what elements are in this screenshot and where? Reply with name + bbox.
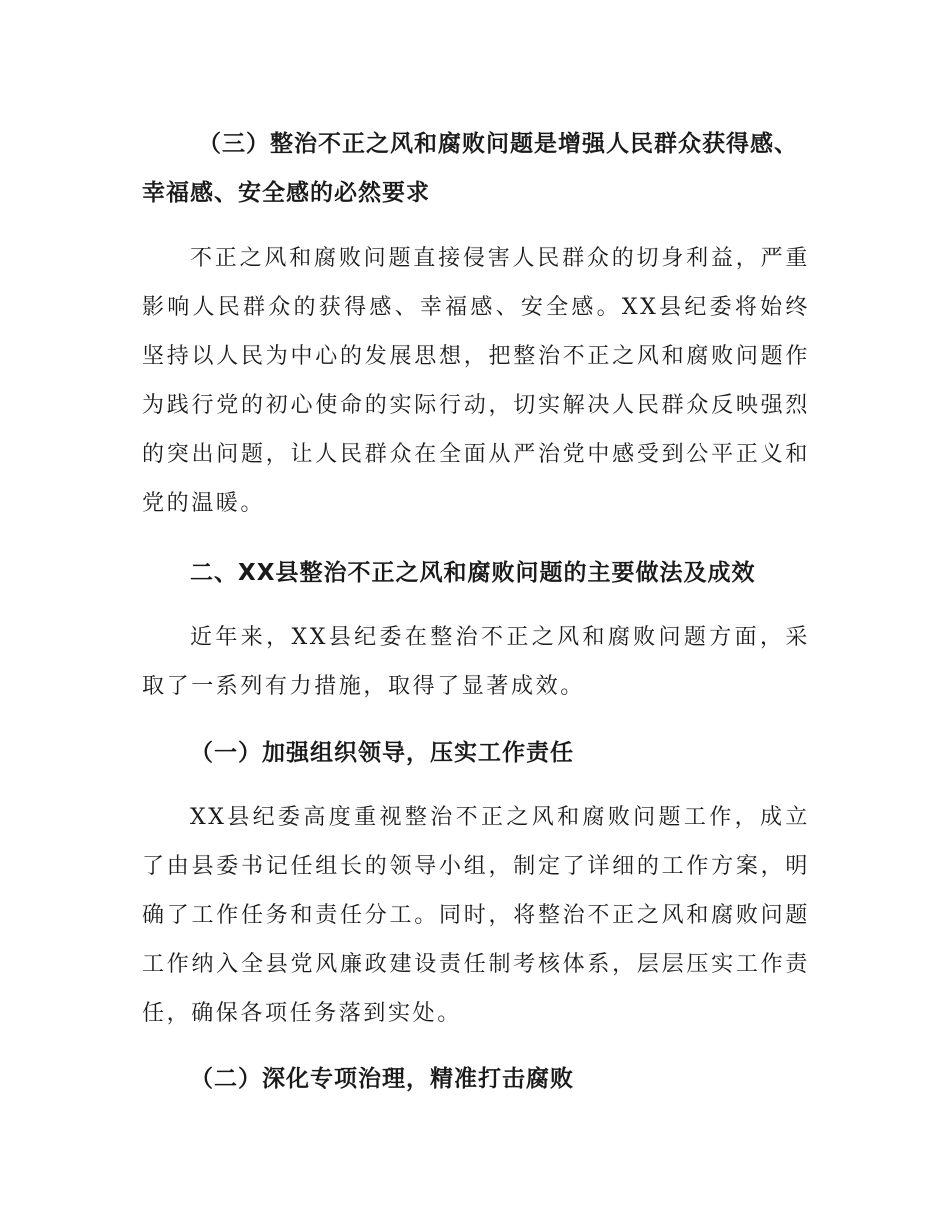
subsection-heading-1: （一）加强组织领导，压实工作责任 bbox=[190, 740, 574, 766]
section-heading-2: 二、XX县整治不正之风和腐败问题的主要做法及成效 bbox=[190, 560, 756, 586]
subsection-heading-3: （三）整治不正之风和腐败问题是增强人民群众获得感、幸福感、安全感的必然要求 bbox=[142, 131, 798, 206]
body-paragraph: 不正之风和腐败问题直接侵害人民群众的切身利益，严重影响人民群众的获得感、幸福感、安全感。XX县纪委将始终坚持以人民为中心的发展思想，把整治不正之风和腐败问题作为践行党的初心使命的实际行动，切实解决人民群众反映强烈的突出问题，让人民群众在全面从严治党中感受到公平正义和党的温暖。 bbox=[142, 246, 810, 516]
body-paragraph: XX县纪委高度重视整治不正之风和腐败问题工作，成立了由县委书记任组长的领导小组，制定了详细的工作方案，明确了工作任务和责任分工。同时，将整治不正之风和腐败问题工作纳入全县党风廉政建设责任制考核体系，层层压实工作责任，确保各项任务落到实处。 bbox=[142, 805, 810, 1026]
subsection-heading-2: （二）深化专项治理，精准打击腐败 bbox=[190, 1066, 574, 1092]
body-paragraph: 近年来，XX县纪委在整治不正之风和腐败问题方面，采取了一系列有力措施，取得了显著成效。 bbox=[142, 625, 810, 699]
